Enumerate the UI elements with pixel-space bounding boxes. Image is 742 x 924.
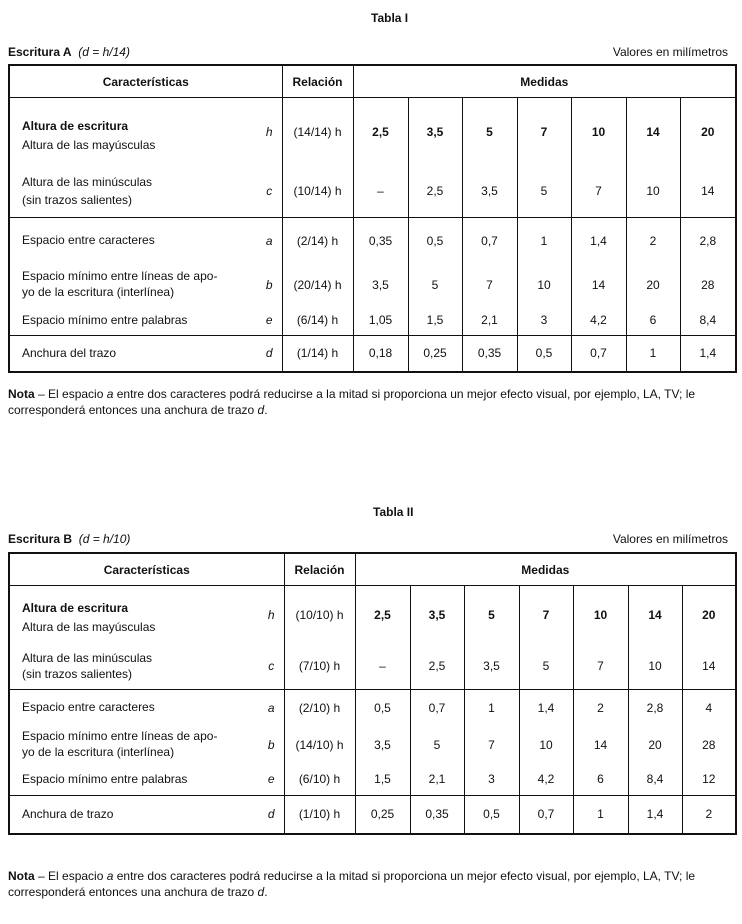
symbol-cell: b [267, 737, 275, 752]
value-cell: 2,1 [462, 306, 517, 336]
value-cell: 2,1 [410, 764, 464, 796]
value-cell: 5 [464, 586, 519, 644]
value-cell: 20 [626, 264, 680, 306]
relation-cell: (1/14) h [282, 336, 353, 372]
symbol-cell: a [267, 700, 275, 715]
table-row [9, 264, 736, 306]
label-cell: Espacio mínimo entre líneas de apo- yo de la escritura (interlínea) [22, 268, 218, 299]
value-cell: 14 [571, 264, 626, 306]
table-1-title: Tabla I [371, 11, 409, 25]
symbol-cell: h [267, 607, 275, 622]
value-cell: 14 [626, 98, 680, 166]
value-cell: 3,5 [462, 166, 517, 218]
table-row [9, 166, 736, 218]
value-cell: 8,4 [628, 764, 682, 796]
label-cell: Altura de las minúsculas (sin trazos salientes) [9, 644, 259, 690]
value-cell: 14 [682, 644, 736, 690]
symbol-cell: e [257, 306, 282, 336]
value-cell: 1,5 [408, 306, 462, 336]
value-cell: 10 [626, 166, 680, 218]
value-cell: 7 [573, 644, 628, 690]
value-cell: 8,4 [680, 306, 736, 336]
value-cell: 0,25 [408, 336, 462, 372]
relation-cell: (1/10) h [284, 796, 355, 834]
script-name: Escritura A [8, 45, 72, 59]
label-cell: Anchura de trazo [22, 806, 114, 821]
value-cell: 0,35 [353, 218, 408, 264]
value-cell: 1,4 [680, 336, 736, 372]
value-cell: 0,35 [410, 796, 464, 834]
value-cell: 6 [573, 764, 628, 796]
value-cell: 1 [517, 218, 571, 264]
table-row [9, 644, 736, 690]
table-2-note: Nota – El espacio a entre dos caracteres podrá reducirse a la mitad si proporciona un mejor efecto visual, por ejemplo, LA, TV; le corresponderá entonces una anchura de trazo d. [8, 869, 696, 899]
value-cell: 0,7 [410, 690, 464, 726]
relation-cell: (6/10) h [284, 764, 355, 796]
relation-cell: (2/14) h [282, 218, 353, 264]
value-cell: 1 [573, 796, 628, 834]
value-cell: 3,5 [464, 644, 519, 690]
value-cell: 1,4 [628, 796, 682, 834]
value-cell: 10 [517, 264, 571, 306]
value-cell: 0,18 [353, 336, 408, 372]
symbol-cell: e [259, 764, 284, 796]
value-cell: 10 [628, 644, 682, 690]
header-relacion: Relación [282, 65, 353, 98]
header-medidas: Medidas [355, 553, 736, 586]
value-cell: 2,5 [353, 98, 408, 166]
relation-cell: (14/14) h [282, 98, 353, 166]
value-cell: 5 [462, 98, 517, 166]
value-cell: 3,5 [353, 264, 408, 306]
value-cell: 0,5 [355, 690, 410, 726]
value-cell: 5 [517, 166, 571, 218]
value-cell: 0,7 [519, 796, 573, 834]
value-cell: 2 [682, 796, 736, 834]
label-cell: Espacio mínimo entre líneas de apo- yo de la escritura (interlínea) [22, 728, 218, 759]
label-cell: Espacio mínimo entre palabras [9, 306, 257, 336]
value-cell: 2 [573, 690, 628, 726]
value-cell: 0,25 [355, 796, 410, 834]
value-cell: 2,5 [355, 586, 410, 644]
table-row [9, 796, 736, 834]
value-cell: 7 [519, 586, 573, 644]
label-cell: Anchura del trazo [22, 345, 117, 360]
value-cell: 7 [462, 264, 517, 306]
label-cell: Altura de las minúsculas (sin trazos salientes) [9, 166, 257, 218]
value-cell: 2,5 [410, 644, 464, 690]
value-cell: 0,35 [462, 336, 517, 372]
table-row [9, 690, 736, 726]
table-row [9, 306, 736, 336]
relation-cell: (6/14) h [282, 306, 353, 336]
value-cell: 1,4 [519, 690, 573, 726]
table-1 [8, 64, 737, 373]
relation-cell: (2/10) h [284, 690, 355, 726]
label-cell: Espacio mínimo entre palabras [9, 764, 259, 796]
value-cell: 0,5 [464, 796, 519, 834]
relation-cell: (10/14) h [282, 166, 353, 218]
value-cell: 5 [519, 644, 573, 690]
label-cell: Espacio entre caracteres [22, 700, 155, 715]
value-cell: 4 [682, 690, 736, 726]
header-relacion: Relación [284, 553, 355, 586]
value-cell: 6 [626, 306, 680, 336]
value-cell: 10 [571, 98, 626, 166]
table-row [9, 336, 736, 372]
symbol-cell: d [265, 346, 273, 361]
value-cell: 0,5 [408, 218, 462, 264]
value-cell: 7 [571, 166, 626, 218]
label-cell: Espacio entre caracteres [22, 233, 155, 248]
table-row [9, 726, 736, 764]
table-2-title: Tabla II [373, 505, 414, 519]
value-cell: 7 [464, 726, 519, 764]
table-header-row [9, 65, 736, 98]
relation-cell: (14/10) h [284, 726, 355, 764]
value-cell: 3 [517, 306, 571, 336]
value-cell: 1,5 [355, 764, 410, 796]
script-name: Escritura B [8, 532, 73, 546]
script-formula: (d = h/10) [78, 532, 131, 546]
value-cell: 28 [680, 264, 736, 306]
relation-cell: (7/10) h [284, 644, 355, 690]
value-cell: 20 [680, 98, 736, 166]
value-cell: 10 [573, 586, 628, 644]
value-cell: 3,5 [410, 586, 464, 644]
value-cell: 2,8 [628, 690, 682, 726]
table-row [9, 218, 736, 264]
table-header-row [9, 553, 736, 586]
value-cell: 1,4 [571, 218, 626, 264]
value-cell: 0,7 [462, 218, 517, 264]
value-cell: 2 [626, 218, 680, 264]
value-cell: 1 [626, 336, 680, 372]
value-cell: 4,2 [519, 764, 573, 796]
value-cell: 14 [628, 586, 682, 644]
table-1-script-label [8, 45, 130, 59]
value-cell: 2,8 [680, 218, 736, 264]
value-cell: 3 [464, 764, 519, 796]
table-2-script-label [8, 532, 130, 546]
value-cell: – [353, 166, 408, 218]
value-cell: 0,7 [571, 336, 626, 372]
value-cell: 14 [573, 726, 628, 764]
relation-cell: (10/10) h [284, 586, 355, 644]
value-cell: 28 [682, 726, 736, 764]
value-cell: 2,5 [408, 166, 462, 218]
table-2 [8, 552, 737, 835]
table-row [9, 98, 736, 166]
value-cell: 1,05 [353, 306, 408, 336]
value-cell: 0,5 [517, 336, 571, 372]
symbol-cell: c [259, 644, 284, 690]
symbol-cell: h [265, 124, 273, 139]
value-cell: 7 [517, 98, 571, 166]
header-caracteristicas: Características [9, 553, 284, 586]
table-1-note: Nota – El espacio a entre dos caracteres podrá reducirse a la mitad si proporciona un mejor efecto visual, por ejemplo, LA, TV; le corresponderá entonces una anchura de trazo d. [8, 387, 696, 417]
value-cell: 5 [410, 726, 464, 764]
header-caracteristicas: Características [9, 65, 282, 98]
symbol-cell: c [257, 166, 282, 218]
symbol-cell: a [265, 233, 273, 248]
value-cell: 3,5 [408, 98, 462, 166]
value-cell: 4,2 [571, 306, 626, 336]
label-cell: Altura de escritura Altura de las mayúsculas [22, 119, 156, 152]
table-row [9, 764, 736, 796]
symbol-cell: d [267, 807, 275, 822]
value-cell: 5 [408, 264, 462, 306]
value-cell: 20 [682, 586, 736, 644]
script-formula: (d = h/14) [78, 45, 130, 59]
value-cell: 14 [680, 166, 736, 218]
table-row [9, 586, 736, 644]
value-cell: – [355, 644, 410, 690]
table-2-units: Valores en milímetros [612, 532, 728, 546]
value-cell: 10 [519, 726, 573, 764]
value-cell: 3,5 [355, 726, 410, 764]
value-cell: 1 [464, 690, 519, 726]
table-1-units: Valores en milímetros [612, 45, 728, 59]
value-cell: 20 [628, 726, 682, 764]
value-cell: 12 [682, 764, 736, 796]
symbol-cell: b [265, 277, 273, 292]
relation-cell: (20/14) h [282, 264, 353, 306]
header-medidas: Medidas [353, 65, 736, 98]
label-cell: Altura de escritura Altura de las mayúsculas [22, 601, 156, 634]
